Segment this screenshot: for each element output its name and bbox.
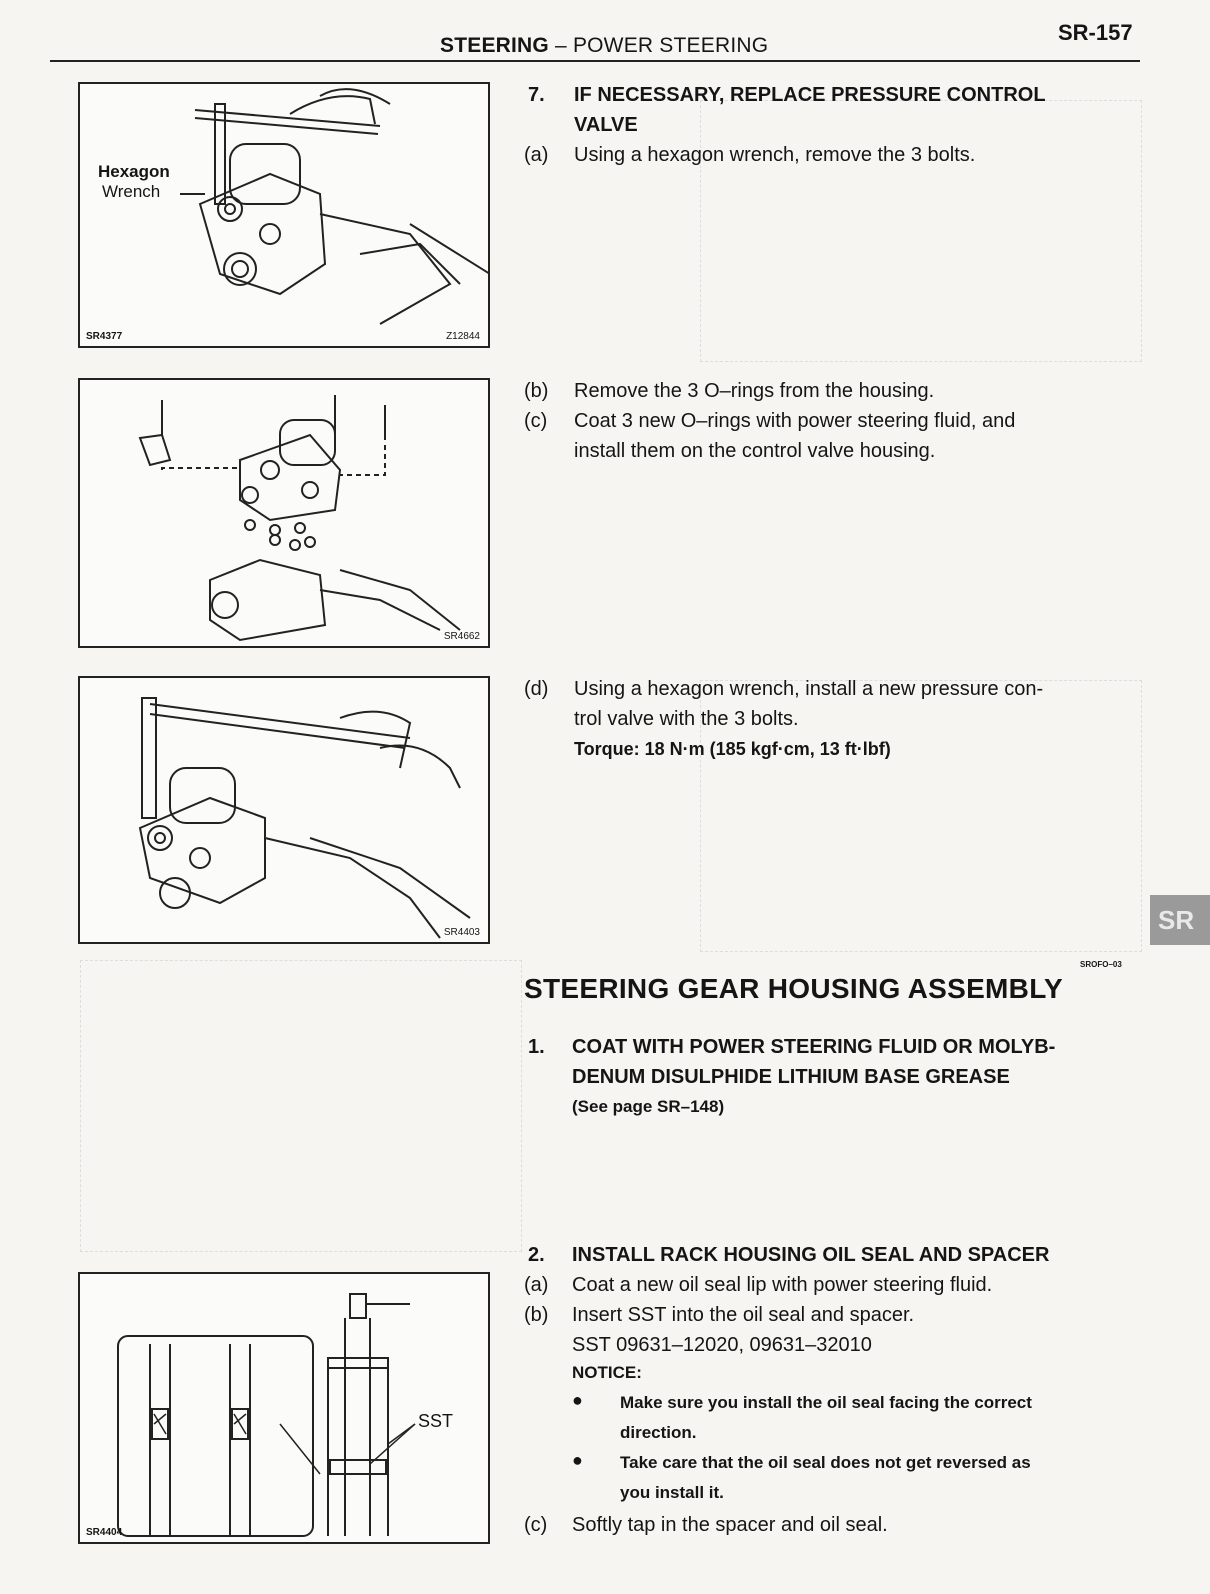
- step7-number: 7.: [528, 84, 545, 106]
- step7-b-text: Remove the 3 O–rings from the housing.: [574, 380, 935, 402]
- figure-code-left: SR4377: [86, 331, 123, 342]
- figure-code-left: SR4404: [86, 1527, 123, 1538]
- step7-c-label: (c): [524, 410, 548, 432]
- header-title-separator: –: [555, 34, 567, 57]
- step2-sst-numbers: SST 09631–12020, 09631–32010: [572, 1334, 872, 1356]
- bullet-dot-2: ●: [572, 1450, 583, 1470]
- step2-b-label: (b): [524, 1304, 549, 1326]
- figure-o-rings: [78, 378, 490, 648]
- bleed-through-3: [80, 960, 522, 1252]
- step2-c-label: (c): [524, 1514, 548, 1536]
- notice-bullet2-line1: Take care that the oil seal does not get reversed as: [620, 1453, 1031, 1472]
- step7-a-text: Using a hexagon wrench, remove the 3 bolts.: [574, 144, 976, 166]
- step7-a-label: (a): [524, 144, 549, 166]
- figure-code-right: SR4403: [443, 927, 480, 938]
- step7-c-text-line2: install them on the control valve housing.: [574, 440, 936, 462]
- header-title-right: POWER STEERING: [572, 34, 769, 57]
- header-title-left: STEERING: [440, 34, 549, 57]
- step7-b-label: (b): [524, 380, 549, 402]
- o-rings-exploded-illustration: [80, 380, 490, 648]
- step2-a-label: (a): [524, 1274, 549, 1296]
- step1-title-line2: DENUM DISULPHIDE LITHIUM BASE GREASE: [572, 1066, 1010, 1088]
- step1-reference: (See page SR–148): [572, 1097, 725, 1116]
- section-heading: STEERING GEAR HOUSING ASSEMBLY: [524, 973, 1064, 1004]
- section-side-tab-label: SR: [1158, 905, 1195, 935]
- hexagon-wrench-illustration: [80, 84, 490, 348]
- page-number: SR-157: [1058, 20, 1133, 45]
- figure-oil-seal-sst: [78, 1272, 490, 1544]
- torque-spec: Torque: 18 N·m (185 kgf·cm, 13 ft·lbf): [574, 739, 891, 759]
- page-header-title: [440, 34, 768, 58]
- notice-bullet1-line2: direction.: [620, 1423, 697, 1442]
- notice-bullet1-line1: Make sure you install the oil seal facing the correct: [620, 1393, 1032, 1412]
- figure-hexagon-wrench-remove: [78, 82, 490, 348]
- figure-hexagon-wrench-install: [78, 676, 490, 944]
- step1-number: 1.: [528, 1036, 545, 1058]
- section-mark: SROFO–03: [1080, 960, 1122, 969]
- step7-d-text-line1: Using a hexagon wrench, install a new pressure con-: [574, 678, 1044, 700]
- step7-d-text-line2: trol valve with the 3 bolts.: [574, 708, 799, 730]
- notice-heading: NOTICE:: [572, 1363, 642, 1382]
- step2-title: INSTALL RACK HOUSING OIL SEAL AND SPACER: [572, 1244, 1050, 1266]
- step1-title-line1: COAT WITH POWER STEERING FLUID OR MOLYB-: [572, 1036, 1056, 1058]
- step7-title-line1: IF NECESSARY, REPLACE PRESSURE CONTROL: [574, 84, 1046, 106]
- figure-code-right: Z12844: [446, 331, 480, 342]
- bullet-dot-1: ●: [572, 1390, 583, 1410]
- figure-code-right: SR4662: [443, 631, 480, 642]
- step2-c-text: Softly tap in the spacer and oil seal.: [572, 1514, 888, 1536]
- step7-title-line2: VALVE: [574, 114, 638, 136]
- hexagon-wrench-label-line1: Hexagon: [98, 162, 170, 181]
- section-side-tab: [1150, 895, 1210, 945]
- sst-label: SST: [418, 1411, 454, 1431]
- step7-c-text-line1: Coat 3 new O–rings with power steering fluid, and: [574, 410, 1016, 432]
- step2-number: 2.: [528, 1244, 545, 1266]
- hexagon-wrench-label-line2: Wrench: [102, 182, 161, 201]
- step2-b-text: Insert SST into the oil seal and spacer.: [572, 1304, 915, 1326]
- install-valve-illustration: [80, 678, 490, 944]
- step2-a-text: Coat a new oil seal lip with power steering fluid.: [572, 1274, 993, 1296]
- step7-d-label: (d): [524, 678, 549, 700]
- notice-bullet2-line2: you install it.: [620, 1483, 724, 1502]
- oil-seal-cross-section-illustration: [80, 1274, 490, 1544]
- header-rule: [50, 60, 1140, 62]
